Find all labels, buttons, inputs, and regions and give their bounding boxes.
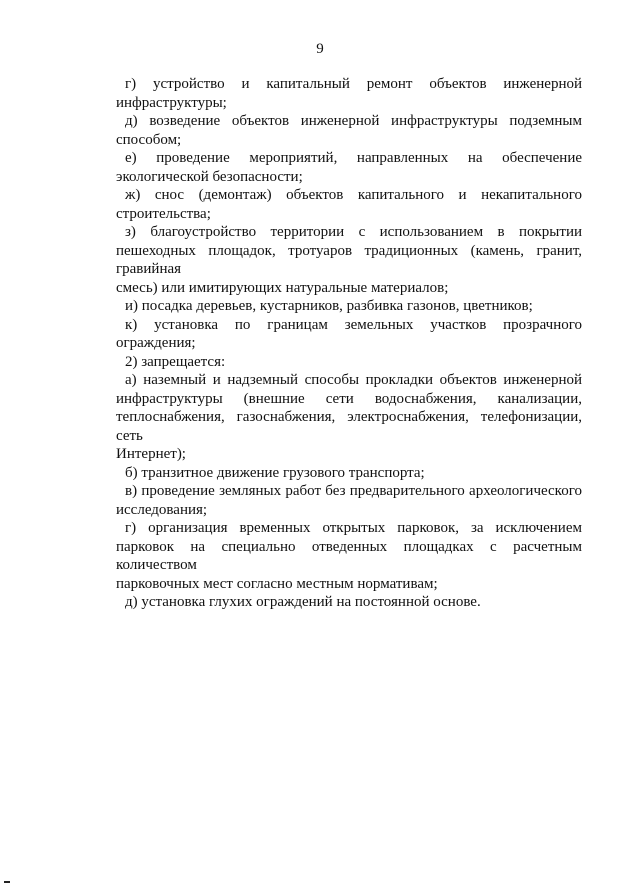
list-item: [116, 316, 582, 353]
text-line: инфраструктуры (внешние сети водоснабжения, канализации,: [116, 390, 582, 407]
text-line: а) наземный и надземный способы прокладки объектов инженерной: [125, 372, 582, 388]
text-line: инфраструктуры;: [116, 94, 227, 111]
list-item: [116, 371, 582, 464]
section-heading: [116, 353, 582, 372]
text-line: исследования;: [116, 501, 208, 518]
text-line: г) устройство и капитальный ремонт объектов инженерной: [125, 76, 582, 92]
text-line: способом;: [116, 131, 182, 148]
list-item: [116, 75, 582, 112]
text-line: е) проведение мероприятий, направленных на обеспечение: [125, 150, 582, 166]
scan-artifact: [624, 8, 630, 14]
list-item: [116, 149, 582, 186]
text-line: теплоснабжения, газоснабжения, электроснабжения, телефонизации, сеть: [116, 409, 582, 444]
list-item: [116, 186, 582, 223]
text-line: парковок на специально отведенных площадках с расчетным количеством: [116, 538, 582, 573]
list-item: [116, 519, 582, 593]
list-item: [116, 464, 582, 483]
list-item: [116, 482, 582, 519]
document-body: [116, 75, 582, 612]
text-line: пешеходных площадок, тротуаров традиционных (камень, гранит, гравийная: [116, 242, 582, 277]
text-line: в) проведение земляных работ без предварительного археологического: [125, 483, 582, 499]
list-item: [116, 223, 582, 297]
text-line: 2) запрещается:: [125, 353, 226, 370]
text-line: парковочных мест согласно местным нормативам;: [116, 575, 438, 592]
list-item: [116, 297, 582, 316]
text-line: д) установка глухих ограждений на постоянной основе.: [125, 594, 481, 610]
list-item: [116, 593, 582, 612]
list-item: [116, 112, 582, 149]
text-line: и) посадка деревьев, кустарников, разбивка газонов, цветников;: [125, 298, 533, 314]
text-line: строительства;: [116, 205, 211, 222]
scan-artifact: [4, 881, 10, 883]
text-line: д) возведение объектов инженерной инфраструктуры подземным: [125, 113, 582, 129]
text-line: смесь) или имитирующих натуральные материалов;: [116, 279, 449, 296]
text-line: Интернет);: [116, 446, 186, 462]
page-number: 9: [316, 41, 324, 57]
text-line: ж) снос (демонтаж) объектов капитального и некапитального: [125, 187, 582, 203]
text-line: б) транзитное движение грузового транспорта;: [125, 464, 425, 481]
text-line: к) установка по границам земельных участков прозрачного: [125, 316, 582, 333]
text-line: экологической безопасности;: [116, 168, 303, 185]
text-line: г) организация временных открытых парковок, за исключением: [125, 520, 582, 536]
text-line: ограждения;: [116, 335, 196, 351]
text-line: з) благоустройство территории с использованием в покрытии: [125, 224, 582, 240]
